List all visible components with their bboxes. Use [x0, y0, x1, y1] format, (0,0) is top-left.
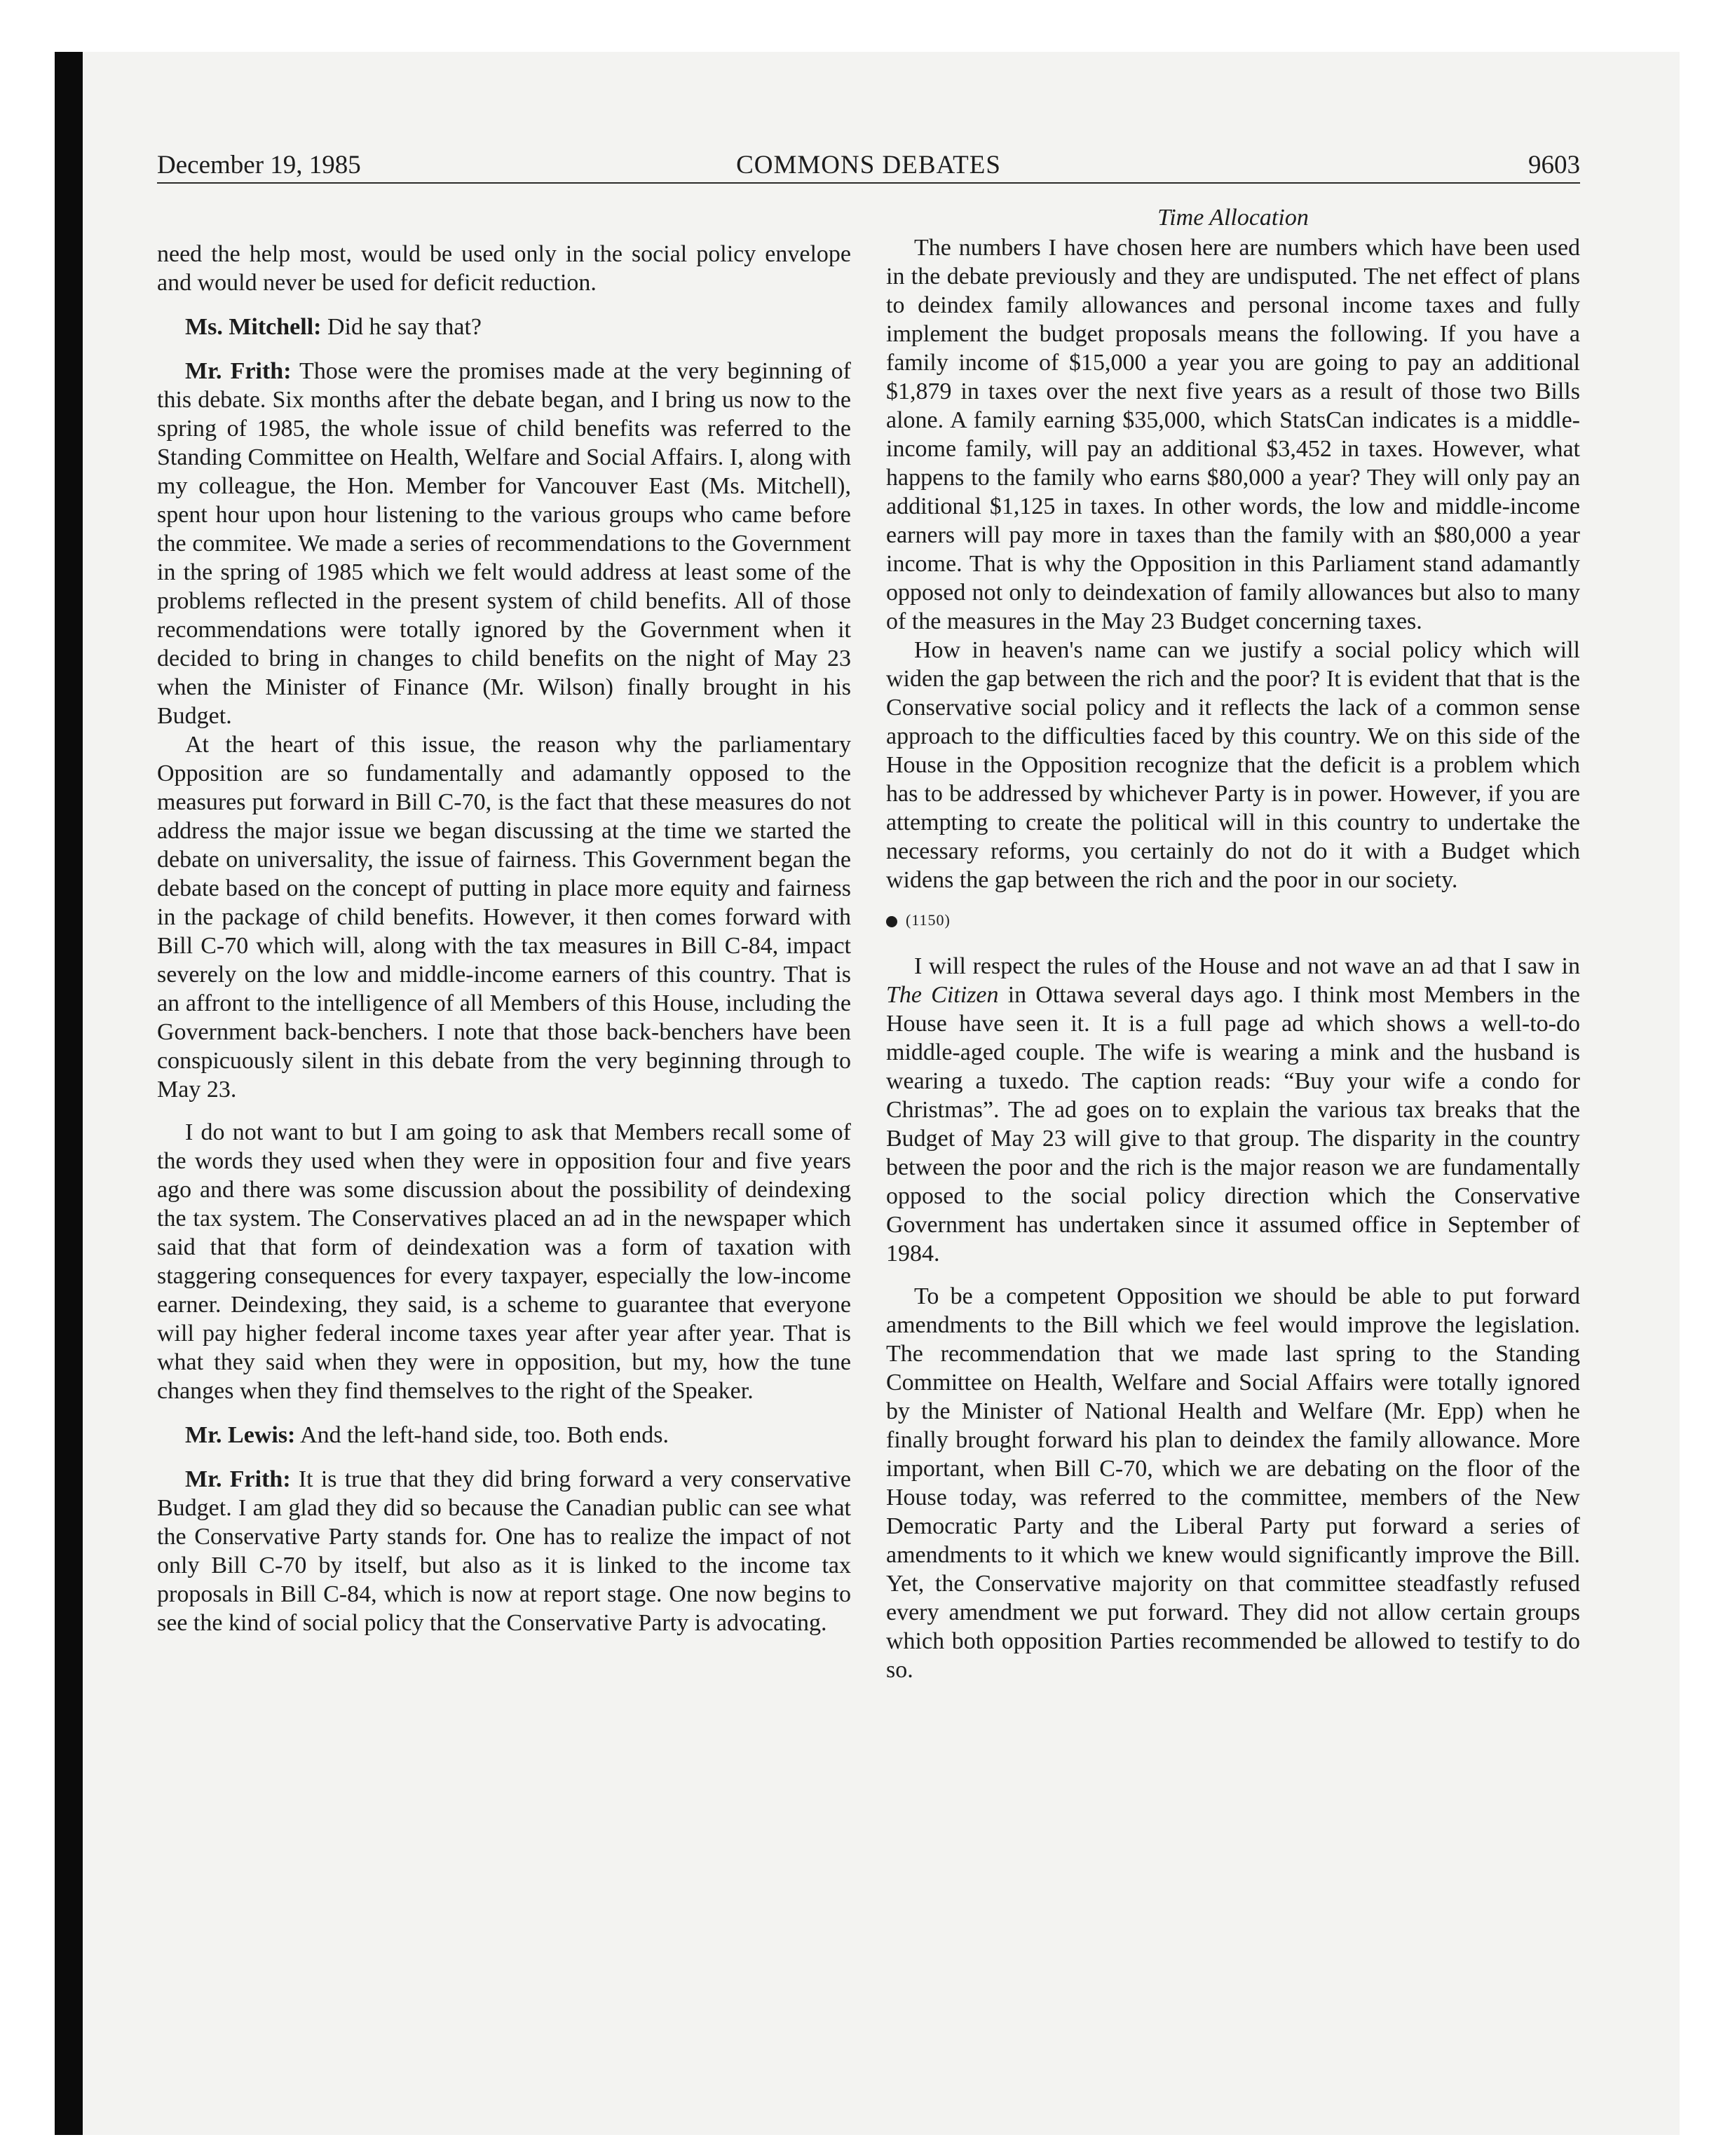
speech-text: It is true that they did bring forward a very conservative Budget. I am glad they did so because the Canadian public can see what the Conservative Party stands for. One has to realize the impact of not only Bill C-70 by itself, but also as it is linked to the income tax proposals in Bill C-84, which is now at report stage. One now begins to see the kind of social policy that the Conservative Party is advocating. [157, 1466, 851, 1636]
section-heading: Time Allocation [1157, 205, 1309, 231]
paragraph [886, 952, 1580, 1268]
speech-frith [157, 1465, 851, 1637]
header-page-number: 9603 [1528, 151, 1580, 179]
speaker-name: Mr. Frith: [185, 358, 292, 384]
speech-lewis [157, 1421, 851, 1449]
newspaper-title: The Citizen [886, 982, 999, 1008]
speech-frith [157, 357, 851, 730]
binding-shadow [55, 52, 83, 2135]
paragraph-text: in Ottawa several days ago. I think most Members in the House have seen it. It is a full page ad which shows a well-to-do middle-aged couple. The wife is wearing a mink and the husband is wearing a tuxedo. The caption reads: “Buy your wife a condo for Christmas”. The ad goes on to explain the various tax breaks that the Budget of May 23 will give to that group. The disparity in the country between the poor and the rich is the major reason we are fundamentally opposed to the social policy direction which the Conservative Government has undertaken since it assumed office in September of 1984. [886, 982, 1580, 1267]
right-column [886, 203, 1580, 1684]
time-marker [886, 910, 1580, 931]
paragraph: To be a competent Opposition we should be able to put forward amendments to the Bill which we feel would improve the legislation. The recommendation that we made last spring to the Standing Committee on Health, Welfare and Social Affairs were totally ignored by the Minister of National Health and Welfare (Mr. Epp) when he finally brought forward his plan to deindex the family allowance. More important, when Bill C-70, which we are debating on the floor of the House today, was referred to the committee, members of the New Democratic Party and the Liberal Party put forward a series of amendments to it which we knew would significantly improve the Bill. Yet, the Conservative majority on that committee steadfastly refused every amendment we put forward. They did not allow certain groups which both opposition Parties recommended be allowed to testify to do so. [886, 1283, 1580, 1683]
running-header [157, 149, 1580, 184]
speech-text: And the left-hand side, too. Both ends. [295, 1422, 669, 1448]
paragraph: need the help most, would be used only in the social policy envelope and would never be used for deficit reduction. [157, 241, 851, 296]
speaker-name: Mr. Lewis: [185, 1422, 296, 1448]
speech-text: Did he say that? [321, 314, 482, 340]
paragraph: I do not want to but I am going to ask that Members recall some of the words they used when they were in opposition four and five years ago and there was some discussion about the possibility of deindexing the tax system. The Conservatives placed an ad in the newspaper which said that that form of deindexation was a form of taxation with staggering consequences for every taxpayer, especially the low-income earner. Deindexing, they said, is a scheme to guarantee that everyone will pay higher federal income taxes year after year after year. That is what they said when they were in opposition, but my, how the tune changes when they find themselves to the right of the Speaker. [157, 1119, 851, 1404]
speaker-name: Mr. Frith: [185, 1466, 291, 1492]
paragraph: At the heart of this issue, the reason why the parliamentary Opposition are so fundamentally and adamantly opposed to the measures put forward in Bill C-70, is the fact that these measures do not address the major issue we began discussing at the time we started the debate on universality, the issue of fairness. This Government began the debate based on the concept of putting in place more equity and fairness in the package of child benefits. However, it then comes forward with Bill C-70 which will, along with the tax measures in Bill C-84, impact severely on the low and middle-income earners of this country. That is an affront to the intelligence of all Members of this House, including the Government back-benchers. I note that those back-benchers have been conspicuously silent in this debate from the very beginning through to May 23. [157, 732, 851, 1103]
speech-mitchell [157, 313, 851, 341]
speech-text: Those were the promises made at the very beginning of this debate. Six months after the debate began, and I bring us now to the spring of 1985, the whole issue of child benefits was referred to the Standing Committee on Health, Welfare and Social Affairs. I, along with my colleague, the Hon. Member for Vancouver East (Ms. Mitchell), spent hour upon hour listening to the various groups who came before the commitee. We made a series of recommendations to the Government in the spring of 1985 which we felt would address at least some of the problems reflected in the present system of child benefits. All of those recommendations were totally ignored by the Government when it decided to bring in changes to child benefits on the night of May 23 when the Minister of Finance (Mr. Wilson) finally brought in his Budget. [157, 358, 852, 729]
left-column [157, 240, 851, 1637]
header-title: COMMONS DEBATES [736, 151, 1001, 179]
time-marker-label: (1150) [906, 911, 951, 929]
header-date: December 19, 1985 [157, 151, 361, 179]
paragraph: How in heaven's name can we justify a social policy which will widen the gap between the rich and the poor? It is evident that that is the Conservative social policy and it reflects the lack of a common sense approach to the difficulties faced by this country. We on this side of the House in the Opposition recognize that the deficit is a problem which has to be addressed by whichever Party is in power. However, if you are attempting to create the political will in this country to undertake the necessary reforms, you certainly do not do it with a Budget which widens the gap between the rich and the poor in our society. [886, 637, 1580, 893]
paragraph-text: I will respect the rules of the House and not wave an ad that I saw in [914, 953, 1580, 979]
speaker-name: Ms. Mitchell: [185, 314, 322, 340]
paragraph: The numbers I have chosen here are numbers which have been used in the debate previously and they are undisputed. The net effect of plans to deindex family allowances and personal income taxes and fully implement the budget proposals means the following. If you have a family income of $15,000 a year you are going to pay an additional $1,879 in taxes over the next five years as a result of those two Bills alone. A family earning $35,000, which StatsCan indicates is a middle-income family, will pay an additional $3,452 in taxes. However, what happens to the family who earns $80,000 a year? They will only pay an additional $1,125 in taxes. In other words, the low and middle-income earners will pay more in taxes than the family with an $80,000 a year income. That is why the Opposition in this Parliament stand adamantly opposed not only to deindexation of family allowances but also to many of the measures in the May 23 Budget concerning taxes. [886, 235, 1580, 634]
bullet-icon [886, 916, 897, 927]
